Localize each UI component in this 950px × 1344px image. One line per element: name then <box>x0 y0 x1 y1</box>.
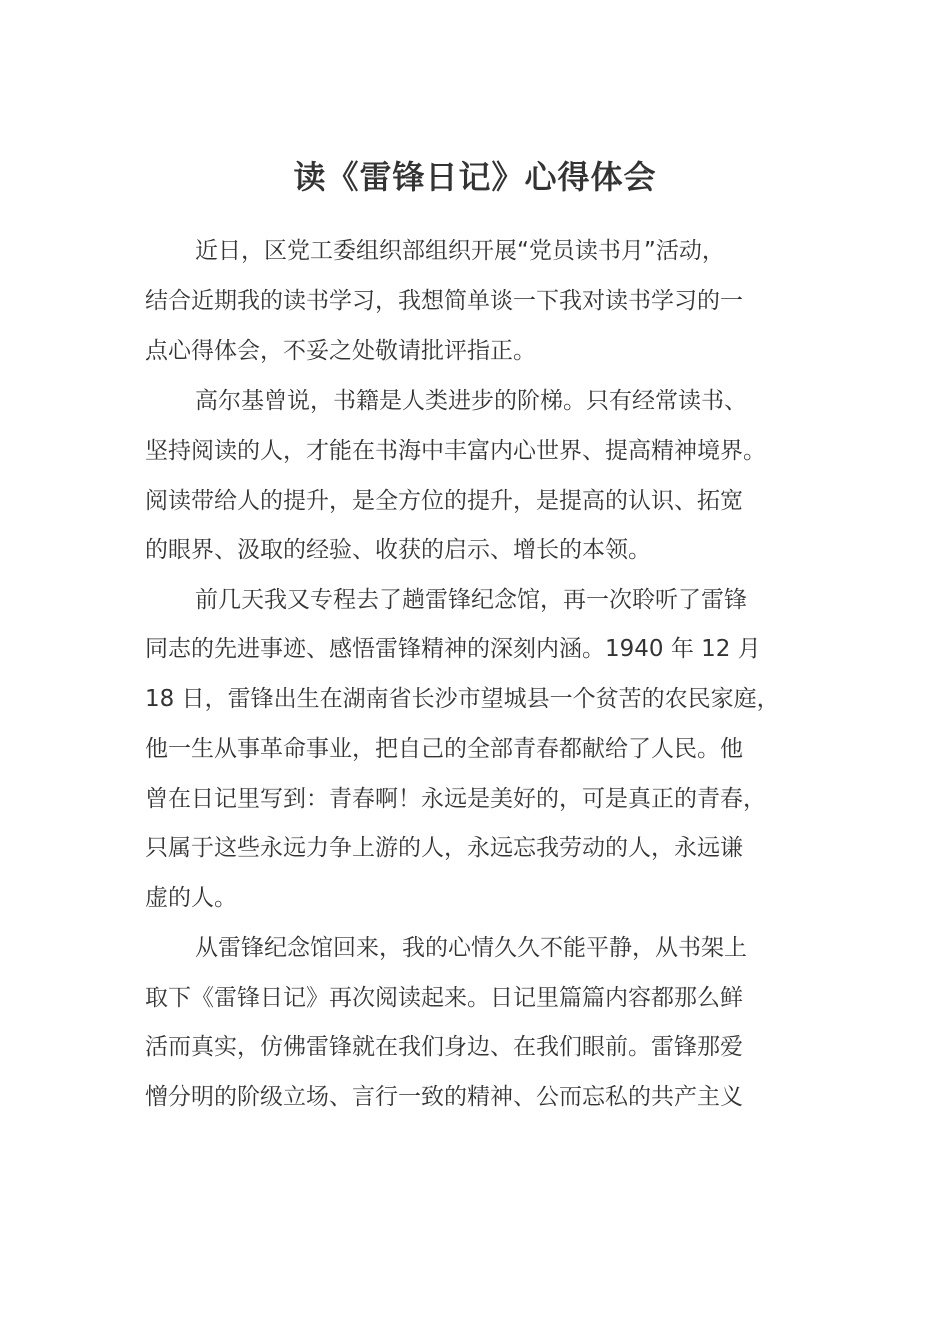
paragraph-1-line-3: 点心得体会，不妥之处敬请批评指正。 <box>145 338 536 364</box>
paragraph-1-line-2: 结合近期我的读书学习，我想简单谈一下我对读书学习的一 <box>145 288 743 314</box>
document-title: 读《雷锋日记》心得体会 <box>293 158 657 196</box>
paragraph-3-line-4: 他一生从事革命事业，把自己的全部青春都献给了人民。他 <box>145 736 743 762</box>
paragraph-3-line-6: 只属于这些永远力争上游的人，永远忘我劳动的人，永远谦 <box>145 835 743 861</box>
paragraph-4-line-2: 取下《雷锋日记》再次阅读起来。日记里篇篇内容都那么鲜 <box>145 985 743 1011</box>
paragraph-3-line-3: 18 日，雷锋出生在湖南省长沙市望城县一个贫苦的农民家庭， <box>145 686 780 712</box>
paragraph-2-line-3: 阅读带给人的提升，是全方位的提升，是提高的认识、拓宽 <box>145 488 743 514</box>
paragraph-2-line-1: 高尔基曾说，书籍是人类进步的阶梯。只有经常读书、 <box>195 388 747 414</box>
paragraph-4-line-4: 憎分明的阶级立场、言行一致的精神、公而忘私的共产主义 <box>145 1084 743 1110</box>
paragraph-3-line-5: 曾在日记里写到：青春啊！永远是美好的，可是真正的青春， <box>145 786 766 812</box>
paragraph-4-line-3: 活而真实，仿佛雷锋就在我们身边、在我们眼前。雷锋那爱 <box>145 1034 743 1060</box>
paragraph-2-line-4: 的眼界、汲取的经验、收获的启示、增长的本领。 <box>145 537 651 563</box>
paragraph-1-line-1: 近日，区党工委组织部组织开展“党员读书月”活动， <box>195 238 725 264</box>
paragraph-4-line-1: 从雷锋纪念馆回来，我的心情久久不能平静，从书架上 <box>195 935 747 961</box>
paragraph-2-line-2: 坚持阅读的人，才能在书海中丰富内心世界、提高精神境界。 <box>145 438 766 464</box>
paragraph-3-line-7: 虚的人。 <box>145 885 237 911</box>
paragraph-3-line-2: 同志的先进事迹、感悟雷锋精神的深刻内涵。1940 年 12 月 <box>145 636 761 662</box>
paragraph-3-line-1: 前几天我又专程去了趟雷锋纪念馆，再一次聆听了雷锋 <box>195 587 747 613</box>
